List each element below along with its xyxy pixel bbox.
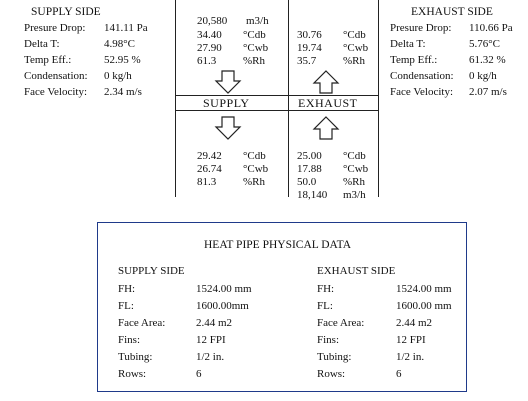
physical-data-title: HEAT PIPE PHYSICAL DATA (204, 239, 351, 251)
phys-exhaust-value-rows: 6 (396, 368, 402, 380)
supply-value-face-velocity: 2.34 m/s (104, 86, 142, 98)
exhaust-value-condensation: 0 kg/h (469, 70, 497, 82)
supply-value-condensation: 0 kg/h (104, 70, 132, 82)
phys-supply-value-fh: 1524.00 mm (196, 283, 252, 295)
exhaust-outlet-rh-unit: %Rh (343, 55, 365, 67)
phys-exhaust-label-rows: Rows: (317, 368, 346, 380)
exhaust-label-delta-t: Delta T: (390, 38, 426, 50)
supply-outlet-db-unit: °Cdb (243, 150, 266, 162)
supply-label-pressure-drop: Presure Drop: (24, 22, 86, 34)
phys-supply-label-fh: FH: (118, 283, 136, 295)
phys-supply-value-rows: 6 (196, 368, 202, 380)
exhaust-value-pressure-drop: 110.66 Pa (469, 22, 513, 34)
supply-outlet-db-value: 29.42 (197, 150, 222, 162)
exhaust-side-title: EXHAUST SIDE (411, 6, 493, 18)
exhaust-outlet-db-value: 30.76 (297, 29, 322, 41)
exhaust-inlet-wb-value: 17.88 (297, 163, 322, 175)
exhaust-value-temp-eff: 61.32 % (469, 54, 506, 66)
supply-outlet-rh-unit: %Rh (243, 176, 265, 188)
supply-inlet-airflow-unit: m3/h (246, 15, 269, 27)
exhaust-outlet-rh-value: 35.7 (297, 55, 317, 67)
supply-inlet-rh-value: 61.3 (197, 55, 217, 67)
phys-exhaust-value-face-area: 2.44 m2 (396, 317, 433, 329)
supply-inlet-down-arrow-icon (215, 70, 241, 94)
exhaust-value-delta-t: 5.76°C (469, 38, 500, 50)
supply-section-label: SUPPLY (203, 96, 250, 110)
supply-inlet-db-value: 34.40 (197, 29, 222, 41)
phys-exhaust-label-fh: FH: (317, 283, 335, 295)
exhaust-inlet-up-arrow-icon (313, 116, 339, 140)
phys-exhaust-label-tubing: Tubing: (317, 351, 352, 363)
supply-inlet-wb-unit: °Cwb (243, 42, 269, 54)
phys-exhaust-value-fh: 1524.00 mm (396, 283, 452, 295)
phys-exhaust-value-tubing: 1/2 in. (396, 351, 425, 363)
phys-supply-value-fl: 1600.00mm (196, 300, 249, 312)
exhaust-label-pressure-drop: Presure Drop: (390, 22, 452, 34)
supply-label-delta-t: Delta T: (24, 38, 60, 50)
diagram-center-divider (288, 0, 289, 197)
phys-exhaust-value-fl: 1600.00 mm (396, 300, 452, 312)
phys-exhaust-label-fl: FL: (317, 300, 333, 312)
supply-value-pressure-drop: 141.11 Pa (104, 22, 148, 34)
exhaust-label-face-velocity: Face Velocity: (390, 86, 454, 98)
exhaust-section-label: EXHAUST (298, 96, 358, 110)
supply-outlet-rh-value: 81.3 (197, 176, 217, 188)
phys-supply-label-rows: Rows: (118, 368, 147, 380)
exhaust-inlet-airflow-value: 18,140 (297, 189, 328, 201)
supply-outlet-down-arrow-icon (215, 116, 241, 140)
phys-exhaust-label-face-area: Face Area: (317, 317, 365, 329)
phys-supply-value-tubing: 1/2 in. (196, 351, 225, 363)
exhaust-outlet-db-unit: °Cdb (343, 29, 366, 41)
phys-exhaust-value-fins: 12 FPI (396, 334, 426, 346)
phys-supply-value-face-area: 2.44 m2 (196, 317, 233, 329)
supply-label-temp-eff: Temp Eff.: (24, 54, 72, 66)
phys-supply-label-fins: Fins: (118, 334, 141, 346)
exhaust-outlet-wb-value: 19.74 (297, 42, 322, 54)
exhaust-label-condensation: Condensation: (390, 70, 454, 82)
phys-supply-label-tubing: Tubing: (118, 351, 153, 363)
exhaust-inlet-db-unit: °Cdb (343, 150, 366, 162)
supply-label-face-velocity: Face Velocity: (24, 86, 88, 98)
supply-label-condensation: Condensation: (24, 70, 88, 82)
supply-inlet-rh-unit: %Rh (243, 55, 265, 67)
exhaust-inlet-rh-value: 50.0 (297, 176, 317, 188)
supply-side-title: SUPPLY SIDE (31, 6, 101, 18)
diagram-left-border (175, 0, 176, 197)
supply-inlet-db-unit: °Cdb (243, 29, 266, 41)
supply-outlet-wb-value: 26.74 (197, 163, 222, 175)
physical-supply-title: SUPPLY SIDE (118, 265, 185, 277)
exhaust-outlet-wb-unit: °Cwb (343, 42, 369, 54)
phys-exhaust-label-fins: Fins: (317, 334, 340, 346)
phys-supply-label-face-area: Face Area: (118, 317, 166, 329)
supply-inlet-airflow-value: 20,580 (197, 15, 228, 27)
exhaust-inlet-db-value: 25.00 (297, 150, 322, 162)
diagram-right-border (378, 0, 379, 197)
supply-outlet-wb-unit: °Cwb (243, 163, 269, 175)
supply-value-delta-t: 4.98°C (104, 38, 135, 50)
exhaust-outlet-up-arrow-icon (313, 70, 339, 94)
supply-inlet-wb-value: 27.90 (197, 42, 222, 54)
exhaust-inlet-rh-unit: %Rh (343, 176, 365, 188)
supply-value-temp-eff: 52.95 % (104, 54, 141, 66)
exhaust-inlet-airflow-unit: m3/h (343, 189, 366, 201)
phys-supply-value-fins: 12 FPI (196, 334, 226, 346)
exhaust-value-face-velocity: 2.07 m/s (469, 86, 507, 98)
phys-supply-label-fl: FL: (118, 300, 134, 312)
exhaust-label-temp-eff: Temp Eff.: (390, 54, 438, 66)
diagram-bottom-rule (175, 110, 379, 111)
exhaust-inlet-wb-unit: °Cwb (343, 163, 369, 175)
physical-exhaust-title: EXHAUST SIDE (317, 265, 396, 277)
